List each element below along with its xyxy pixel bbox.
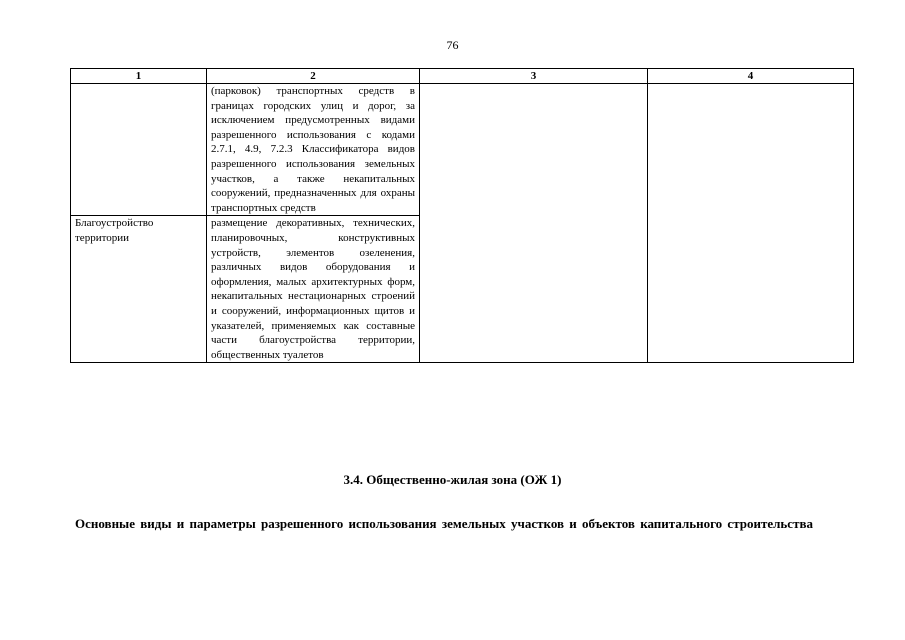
table-header-col-4: 4 [648,69,854,84]
table-cell-description [207,84,420,216]
table-header-col-2: 2 [207,69,420,84]
table-cell-use-type [71,84,207,216]
table-header-col-1: 1 [71,69,207,84]
land-use-table [70,68,854,363]
section-subtitle: Основные виды и параметры разрешенного использования земельных участков и объектов капитального строительства [75,516,813,531]
page-number: 76 [446,38,459,52]
section-title: 3.4. Общественно-жилая зона (ОЖ 1) [343,472,562,487]
table-row [71,84,854,216]
cell-text: Благоустройство территории [75,217,154,244]
table-cell-col4 [648,84,854,363]
table-header-col-3: 3 [420,69,648,84]
table-cell-col3 [420,84,648,363]
table-cell-use-type [71,216,207,363]
cell-text: (парковок) транспортных средств в границах городских улиц и дорог, за исключением предусмотренных видами разрешенного использования с кодами 2.7.1, 4.9, 7.2.3 Классификатора видов разрешенного использования земельных участков, а также некапитальных сооружений, предназначенных для охраны транспортных средств [211,85,415,214]
cell-text: размещение декоративных, технических, планировочных, конструктивных устройств, элементов озеленения, различных видов оборудования и оформления, малых архитектурных форм, некапитальных нестационарных строений и сооружений, информационных щитов и указателей, применяемых как составные части благоустройства территории, общественных туалетов [211,217,415,361]
table-cell-description [207,216,420,363]
table-header-row [71,69,854,84]
